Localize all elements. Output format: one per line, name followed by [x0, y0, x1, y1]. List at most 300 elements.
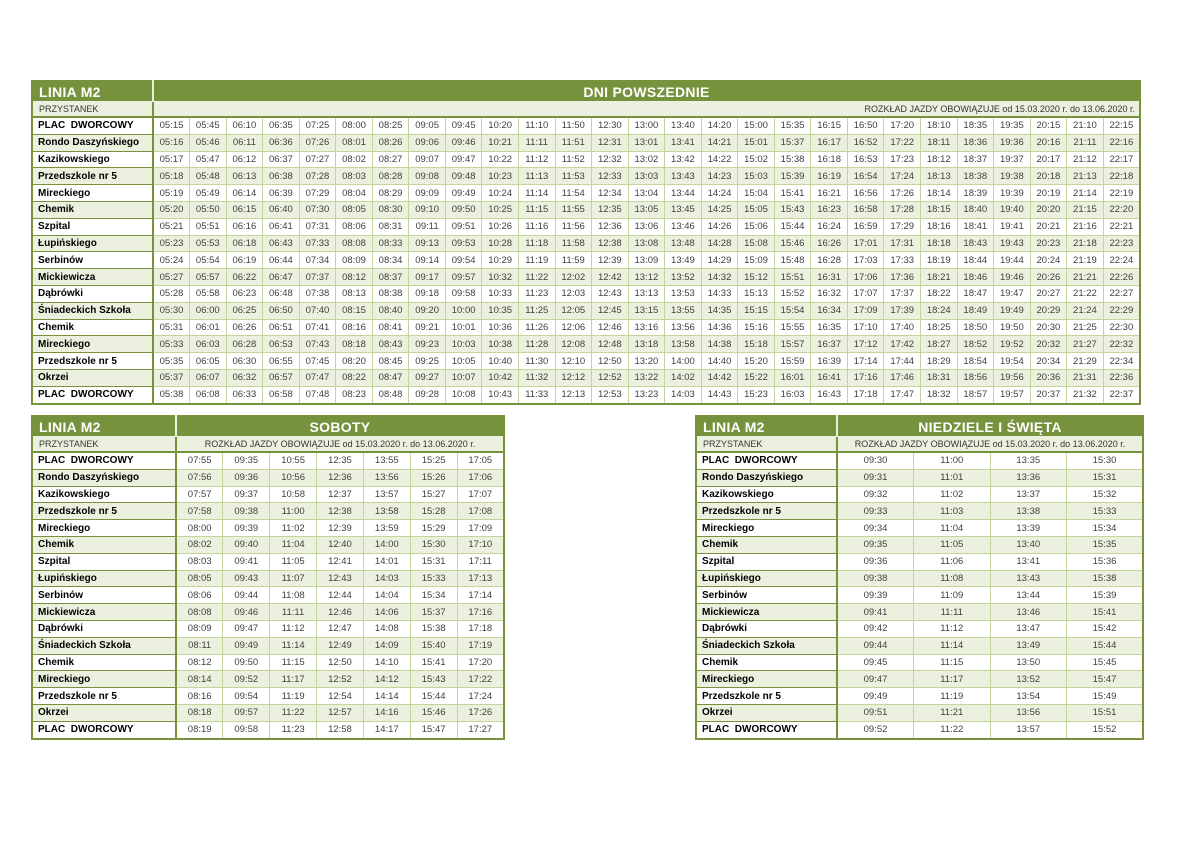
- time-cell: 15:51: [774, 269, 811, 286]
- time-cell: 22:19: [1103, 185, 1140, 202]
- time-cell: 06:12: [226, 151, 263, 168]
- time-cell: 14:23: [701, 168, 738, 185]
- time-cell: 10:29: [482, 252, 519, 269]
- table-row: [32, 134, 1140, 151]
- time-cell: 12:48: [592, 336, 629, 353]
- time-cell: 18:57: [957, 386, 994, 403]
- time-cell: 12:49: [317, 637, 364, 654]
- stop-name-cell: Rondo Daszyńskiego: [32, 469, 176, 486]
- time-cell: 15:34: [1067, 520, 1144, 537]
- time-cell: 09:32: [837, 486, 914, 503]
- time-cell: 17:18: [457, 620, 504, 637]
- time-cell: 06:05: [190, 353, 227, 370]
- time-cell: 12:46: [317, 604, 364, 621]
- time-cell: 17:47: [884, 386, 921, 403]
- time-cell: 17:36: [884, 269, 921, 286]
- time-cell: 11:23: [518, 285, 555, 302]
- time-cell: 09:54: [445, 252, 482, 269]
- time-cell: 06:41: [263, 218, 300, 235]
- time-cell: 06:23: [226, 285, 263, 302]
- time-cell: 21:25: [1067, 319, 1104, 336]
- table-row: [32, 252, 1140, 269]
- time-cell: 06:57: [263, 369, 300, 386]
- time-cell: 05:27: [153, 269, 190, 286]
- stop-name-cell: Rondo Daszyńskiego: [696, 469, 837, 486]
- time-cell: 16:39: [811, 353, 848, 370]
- time-cell: 13:06: [628, 218, 665, 235]
- time-cell: 11:22: [914, 721, 991, 738]
- table-row: [32, 235, 1140, 252]
- table-row: [32, 319, 1140, 336]
- time-cell: 09:51: [445, 218, 482, 235]
- time-cell: 09:46: [445, 134, 482, 151]
- time-cell: 09:53: [445, 235, 482, 252]
- time-cell: 09:47: [223, 620, 270, 637]
- saturday-table-title: SOBOTY: [176, 416, 504, 437]
- table-row: [696, 587, 1143, 604]
- time-cell: 09:57: [223, 704, 270, 721]
- time-cell: 09:10: [409, 201, 446, 218]
- stop-name-cell: Mireckiego: [696, 671, 837, 688]
- time-cell: 21:13: [1067, 168, 1104, 185]
- table-row: [32, 218, 1140, 235]
- time-cell: 14:01: [363, 553, 410, 570]
- stop-name-cell: Chemik: [32, 654, 176, 671]
- time-cell: 17:39: [884, 302, 921, 319]
- sunday-table-title: NIEDZIELE I ŚWIĘTA: [837, 416, 1143, 437]
- time-cell: 15:55: [774, 319, 811, 336]
- time-cell: 15:36: [1067, 553, 1144, 570]
- time-cell: 15:08: [738, 235, 775, 252]
- time-cell: 09:09: [409, 185, 446, 202]
- time-cell: 11:00: [914, 452, 991, 469]
- time-cell: 08:16: [176, 688, 223, 705]
- time-cell: 17:05: [457, 452, 504, 469]
- time-cell: 11:16: [518, 218, 555, 235]
- time-cell: 15:41: [410, 654, 457, 671]
- time-cell: 12:03: [555, 285, 592, 302]
- time-cell: 17:29: [884, 218, 921, 235]
- time-cell: 13:44: [665, 185, 702, 202]
- time-cell: 11:07: [270, 570, 317, 587]
- stop-name-cell: Dąbrówki: [32, 285, 153, 302]
- time-cell: 11:59: [555, 252, 592, 269]
- time-cell: 16:56: [847, 185, 884, 202]
- stop-name-cell: PLAC DWORCOWY: [32, 386, 153, 403]
- time-cell: 10:38: [482, 336, 519, 353]
- time-cell: 08:38: [372, 285, 409, 302]
- time-cell: 05:16: [153, 134, 190, 151]
- time-cell: 08:27: [372, 151, 409, 168]
- time-cell: 14:32: [701, 269, 738, 286]
- time-cell: 09:50: [445, 201, 482, 218]
- time-cell: 10:00: [445, 302, 482, 319]
- time-cell: 12:45: [592, 302, 629, 319]
- time-cell: 13:55: [665, 302, 702, 319]
- time-cell: 18:16: [920, 218, 957, 235]
- time-cell: 12:32: [592, 151, 629, 168]
- time-cell: 20:23: [1030, 235, 1067, 252]
- time-cell: 11:15: [270, 654, 317, 671]
- time-cell: 17:22: [457, 671, 504, 688]
- time-cell: 18:56: [957, 369, 994, 386]
- time-cell: 11:23: [270, 721, 317, 738]
- time-cell: 09:08: [409, 168, 446, 185]
- time-cell: 22:18: [1103, 168, 1140, 185]
- stop-name-cell: Okrzei: [32, 704, 176, 721]
- saturday-times-body: [32, 452, 504, 739]
- time-cell: 16:59: [847, 218, 884, 235]
- time-cell: 08:04: [336, 185, 373, 202]
- time-cell: 14:29: [701, 252, 738, 269]
- time-cell: 10:08: [445, 386, 482, 403]
- time-cell: 22:32: [1103, 336, 1140, 353]
- time-cell: 09:28: [409, 386, 446, 403]
- time-cell: 17:10: [847, 319, 884, 336]
- time-cell: 06:32: [226, 369, 263, 386]
- time-cell: 11:50: [555, 117, 592, 134]
- time-cell: 11:08: [914, 570, 991, 587]
- time-cell: 09:27: [409, 369, 446, 386]
- table-row: [32, 269, 1140, 286]
- time-cell: 08:02: [176, 536, 223, 553]
- time-cell: 20:20: [1030, 201, 1067, 218]
- time-cell: 20:27: [1030, 285, 1067, 302]
- time-cell: 22:20: [1103, 201, 1140, 218]
- time-cell: 13:56: [363, 469, 410, 486]
- time-cell: 10:05: [445, 353, 482, 370]
- time-cell: 17:09: [847, 302, 884, 319]
- table-row: [32, 587, 504, 604]
- time-cell: 13:39: [990, 520, 1067, 537]
- time-cell: 13:23: [628, 386, 665, 403]
- time-cell: 13:03: [628, 168, 665, 185]
- time-cell: 17:23: [884, 151, 921, 168]
- time-cell: 15:16: [738, 319, 775, 336]
- time-cell: 16:28: [811, 252, 848, 269]
- time-cell: 22:24: [1103, 252, 1140, 269]
- line-label: LINIA M2: [32, 416, 176, 437]
- time-cell: 10:43: [482, 386, 519, 403]
- time-cell: 09:58: [223, 721, 270, 738]
- line-label: LINIA M2: [32, 81, 153, 102]
- table-row: [696, 553, 1143, 570]
- time-cell: 13:42: [665, 151, 702, 168]
- table-row: [32, 486, 504, 503]
- time-cell: 06:53: [263, 336, 300, 353]
- time-cell: 08:05: [176, 570, 223, 587]
- time-cell: 11:55: [555, 201, 592, 218]
- time-cell: 15:52: [774, 285, 811, 302]
- time-cell: 11:18: [518, 235, 555, 252]
- stop-name-cell: Mickiewicza: [32, 269, 153, 286]
- time-cell: 09:49: [445, 185, 482, 202]
- stop-column-header: PRZYSTANEK: [32, 437, 176, 453]
- time-cell: 05:37: [153, 369, 190, 386]
- table-row: [32, 201, 1140, 218]
- time-cell: 13:57: [990, 721, 1067, 738]
- time-cell: 12:43: [317, 570, 364, 587]
- time-cell: 15:27: [410, 486, 457, 503]
- time-cell: 17:24: [457, 688, 504, 705]
- time-cell: 17:14: [847, 353, 884, 370]
- time-cell: 05:15: [153, 117, 190, 134]
- time-cell: 09:18: [409, 285, 446, 302]
- time-cell: 11:06: [914, 553, 991, 570]
- time-cell: 06:19: [226, 252, 263, 269]
- time-cell: 20:17: [1030, 151, 1067, 168]
- time-cell: 13:41: [990, 553, 1067, 570]
- time-cell: 11:25: [518, 302, 555, 319]
- time-cell: 11:12: [518, 151, 555, 168]
- time-cell: 12:53: [592, 386, 629, 403]
- table-row: [696, 721, 1143, 738]
- time-cell: 13:38: [990, 503, 1067, 520]
- stop-name-cell: PLAC DWORCOWY: [32, 721, 176, 738]
- time-cell: 05:30: [153, 302, 190, 319]
- time-cell: 15:38: [410, 620, 457, 637]
- time-cell: 09:39: [223, 520, 270, 537]
- stop-name-cell: Serbinów: [696, 587, 837, 604]
- time-cell: 12:38: [592, 235, 629, 252]
- time-cell: 19:40: [994, 201, 1031, 218]
- time-cell: 13:02: [628, 151, 665, 168]
- time-cell: 22:23: [1103, 235, 1140, 252]
- time-cell: 06:39: [263, 185, 300, 202]
- table-subheader-row: [32, 437, 504, 453]
- table-row: [32, 117, 1140, 134]
- time-cell: 09:25: [409, 353, 446, 370]
- time-cell: 11:12: [914, 620, 991, 637]
- time-cell: 17:31: [884, 235, 921, 252]
- time-cell: 19:38: [994, 168, 1031, 185]
- table-row: [696, 654, 1143, 671]
- time-cell: 12:38: [317, 503, 364, 520]
- time-cell: 20:36: [1030, 369, 1067, 386]
- time-cell: 11:15: [914, 654, 991, 671]
- time-cell: 09:17: [409, 269, 446, 286]
- time-cell: 12:44: [317, 587, 364, 604]
- time-cell: 18:35: [957, 117, 994, 134]
- time-cell: 09:52: [223, 671, 270, 688]
- time-cell: 16:54: [847, 168, 884, 185]
- time-cell: 17:37: [884, 285, 921, 302]
- time-cell: 09:34: [837, 520, 914, 537]
- time-cell: 09:54: [223, 688, 270, 705]
- table-row: [32, 654, 504, 671]
- table-row: [696, 452, 1143, 469]
- table-row: [32, 353, 1140, 370]
- time-cell: 15:38: [774, 151, 811, 168]
- time-cell: 08:08: [336, 235, 373, 252]
- stop-name-cell: Rondo Daszyńskiego: [32, 134, 153, 151]
- time-cell: 21:12: [1067, 151, 1104, 168]
- time-cell: 12:30: [592, 117, 629, 134]
- time-cell: 16:34: [811, 302, 848, 319]
- time-cell: 22:29: [1103, 302, 1140, 319]
- stop-name-cell: Łupińskiego: [32, 570, 176, 587]
- time-cell: 15:15: [738, 302, 775, 319]
- time-cell: 09:40: [223, 536, 270, 553]
- time-cell: 12:39: [592, 252, 629, 269]
- stop-name-cell: Chemik: [32, 201, 153, 218]
- time-cell: 18:36: [957, 134, 994, 151]
- time-cell: 09:06: [409, 134, 446, 151]
- time-cell: 15:37: [410, 604, 457, 621]
- time-cell: 09:20: [409, 302, 446, 319]
- time-cell: 08:23: [336, 386, 373, 403]
- time-cell: 19:57: [994, 386, 1031, 403]
- time-cell: 07:48: [299, 386, 336, 403]
- stop-name-cell: Szpital: [696, 553, 837, 570]
- time-cell: 17:42: [884, 336, 921, 353]
- time-cell: 06:47: [263, 269, 300, 286]
- time-cell: 11:01: [914, 469, 991, 486]
- stop-name-cell: PLAC DWORCOWY: [32, 117, 153, 134]
- time-cell: 15:13: [738, 285, 775, 302]
- time-cell: 21:27: [1067, 336, 1104, 353]
- time-cell: 11:51: [555, 134, 592, 151]
- time-cell: 13:15: [628, 302, 665, 319]
- time-cell: 15:45: [1067, 654, 1144, 671]
- stop-name-cell: Okrzei: [32, 369, 153, 386]
- stop-name-cell: Przedszkole nr 5: [696, 503, 837, 520]
- time-cell: 05:46: [190, 134, 227, 151]
- stop-name-cell: Mickiewicza: [32, 604, 176, 621]
- time-cell: 18:25: [920, 319, 957, 336]
- time-cell: 11:11: [914, 604, 991, 621]
- time-cell: 06:22: [226, 269, 263, 286]
- time-cell: 18:27: [920, 336, 957, 353]
- time-cell: 06:16: [226, 218, 263, 235]
- time-cell: 08:29: [372, 185, 409, 202]
- time-cell: 21:19: [1067, 252, 1104, 269]
- time-cell: 12:06: [555, 319, 592, 336]
- time-cell: 18:10: [920, 117, 957, 134]
- validity-note: ROZKŁAD JAZDY OBOWIĄZUJE od 15.03.2020 r. do 13.06.2020 r.: [153, 102, 1140, 118]
- time-cell: 18:54: [957, 353, 994, 370]
- time-cell: 21:14: [1067, 185, 1104, 202]
- time-cell: 08:19: [176, 721, 223, 738]
- time-cell: 21:18: [1067, 235, 1104, 252]
- time-cell: 18:46: [957, 269, 994, 286]
- time-cell: 07:38: [299, 285, 336, 302]
- time-cell: 15:20: [738, 353, 775, 370]
- time-cell: 11:03: [914, 503, 991, 520]
- time-cell: 13:01: [628, 134, 665, 151]
- time-cell: 17:10: [457, 536, 504, 553]
- time-cell: 18:21: [920, 269, 957, 286]
- time-cell: 06:50: [263, 302, 300, 319]
- time-cell: 13:04: [628, 185, 665, 202]
- time-cell: 20:19: [1030, 185, 1067, 202]
- stop-name-cell: Kazikowskiego: [696, 486, 837, 503]
- stop-name-cell: Śniadeckich Szkoła: [32, 302, 153, 319]
- time-cell: 06:44: [263, 252, 300, 269]
- stop-name-cell: Śniadeckich Szkoła: [696, 637, 837, 654]
- time-cell: 05:50: [190, 201, 227, 218]
- time-cell: 14:00: [363, 536, 410, 553]
- time-cell: 17:40: [884, 319, 921, 336]
- time-cell: 16:17: [811, 134, 848, 151]
- time-cell: 09:11: [409, 218, 446, 235]
- time-cell: 09:07: [409, 151, 446, 168]
- time-cell: 13:56: [665, 319, 702, 336]
- time-cell: 18:24: [920, 302, 957, 319]
- time-cell: 16:43: [811, 386, 848, 403]
- table-row: [696, 688, 1143, 705]
- time-cell: 09:47: [445, 151, 482, 168]
- stop-column-header: PRZYSTANEK: [696, 437, 837, 453]
- time-cell: 16:58: [847, 201, 884, 218]
- time-cell: 12:42: [592, 269, 629, 286]
- time-cell: 15:59: [774, 353, 811, 370]
- time-cell: 10:21: [482, 134, 519, 151]
- time-cell: 15:41: [774, 185, 811, 202]
- time-cell: 08:31: [372, 218, 409, 235]
- time-cell: 11:22: [270, 704, 317, 721]
- time-cell: 10:55: [270, 452, 317, 469]
- time-cell: 16:26: [811, 235, 848, 252]
- time-cell: 13:05: [628, 201, 665, 218]
- time-cell: 05:21: [153, 218, 190, 235]
- time-cell: 15:35: [774, 117, 811, 134]
- time-cell: 12:12: [555, 369, 592, 386]
- time-cell: 06:28: [226, 336, 263, 353]
- table-row: [32, 386, 1140, 403]
- time-cell: 22:21: [1103, 218, 1140, 235]
- time-cell: 05:53: [190, 235, 227, 252]
- time-cell: 13:58: [363, 503, 410, 520]
- time-cell: 18:47: [957, 285, 994, 302]
- time-cell: 06:48: [263, 285, 300, 302]
- time-cell: 10:32: [482, 269, 519, 286]
- time-cell: 20:37: [1030, 386, 1067, 403]
- time-cell: 15:29: [410, 520, 457, 537]
- time-cell: 19:54: [994, 353, 1031, 370]
- time-cell: 07:56: [176, 469, 223, 486]
- weekday-times-body: [32, 117, 1140, 404]
- time-cell: 08:41: [372, 319, 409, 336]
- time-cell: 11:02: [270, 520, 317, 537]
- table-row: [32, 688, 504, 705]
- time-cell: 10:07: [445, 369, 482, 386]
- time-cell: 08:09: [176, 620, 223, 637]
- time-cell: 12:43: [592, 285, 629, 302]
- time-cell: 17:46: [884, 369, 921, 386]
- time-cell: 20:18: [1030, 168, 1067, 185]
- time-cell: 11:05: [270, 553, 317, 570]
- time-cell: 15:54: [774, 302, 811, 319]
- time-cell: 07:40: [299, 302, 336, 319]
- time-cell: 18:43: [957, 235, 994, 252]
- table-row: [32, 721, 504, 738]
- time-cell: 09:45: [837, 654, 914, 671]
- time-cell: 05:48: [190, 168, 227, 185]
- time-cell: 15:30: [1067, 452, 1144, 469]
- time-cell: 09:45: [445, 117, 482, 134]
- time-cell: 12:10: [555, 353, 592, 370]
- time-cell: 15:49: [1067, 688, 1144, 705]
- time-cell: 18:44: [957, 252, 994, 269]
- table-row: [32, 536, 504, 553]
- time-cell: 13:00: [628, 117, 665, 134]
- time-cell: 06:36: [263, 134, 300, 151]
- table-row: [32, 553, 504, 570]
- stop-name-cell: Chemik: [32, 536, 176, 553]
- time-cell: 12:57: [317, 704, 364, 721]
- time-cell: 14:25: [701, 201, 738, 218]
